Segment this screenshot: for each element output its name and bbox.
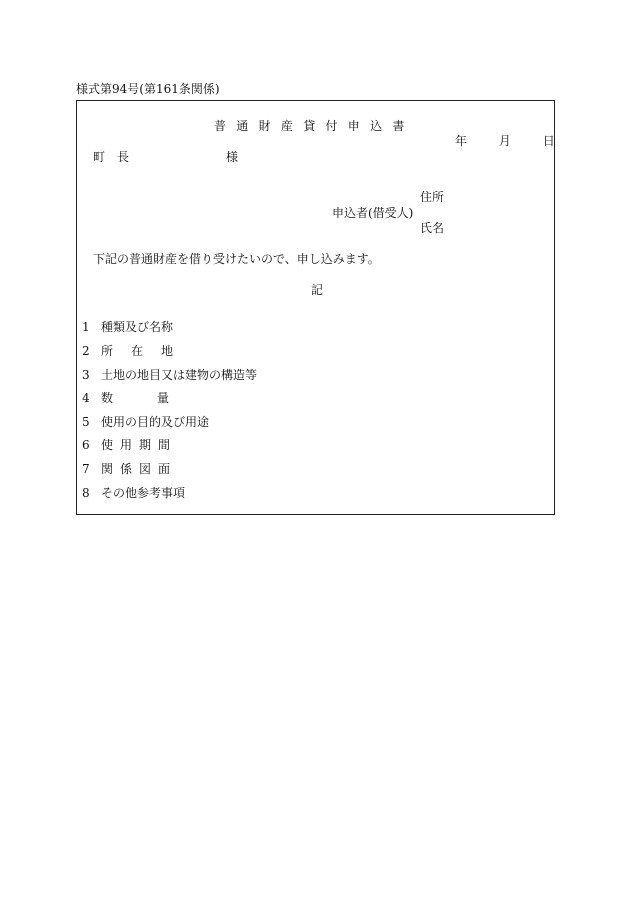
item-label: 使用期間 [101, 438, 178, 452]
item-number: 6 [82, 438, 90, 452]
item-number: 1 [82, 320, 90, 334]
item-label: 所在地 [101, 344, 192, 358]
list-item [82, 345, 191, 357]
applicant-label: 申込者(借受人) [332, 206, 414, 220]
item-number: 4 [82, 391, 90, 405]
item-number: 5 [82, 415, 90, 429]
date-month: 月 [498, 134, 511, 148]
applicant-name-label: 氏名 [420, 221, 445, 235]
item-number: 7 [82, 462, 90, 476]
item-label: 関係図面 [101, 462, 178, 476]
ki-marker: 記 [311, 283, 324, 297]
item-number: 2 [82, 344, 90, 358]
item-label: 使用の目的及び用途 [101, 415, 210, 429]
date-year: 年 [455, 134, 468, 148]
form-title: 普通財産貸付申込書 [214, 119, 415, 133]
form-frame [76, 100, 555, 515]
date-line [455, 135, 555, 147]
list-item [82, 463, 177, 475]
list-item [82, 439, 177, 451]
applicant-address-label: 住所 [420, 190, 445, 204]
list-item [82, 416, 209, 428]
addressee: 町 長 [93, 150, 130, 164]
date-day: 日 [542, 134, 555, 148]
item-label: 種類及び名称 [101, 320, 174, 334]
item-label: 数量 [101, 391, 214, 405]
item-label: その他参考事項 [101, 486, 186, 500]
list-item [82, 392, 213, 404]
item-number: 3 [82, 368, 90, 382]
list-item [82, 487, 185, 499]
list-item [82, 369, 257, 381]
honorific: 様 [226, 150, 239, 164]
body-text: 下記の普通財産を借り受けたいので、申し込みます。 [93, 252, 380, 266]
item-label: 土地の地目又は建物の構造等 [101, 368, 258, 382]
form-number: 様式第94号(第161条関係) [76, 82, 220, 96]
list-item [82, 321, 173, 333]
item-number: 8 [82, 486, 90, 500]
